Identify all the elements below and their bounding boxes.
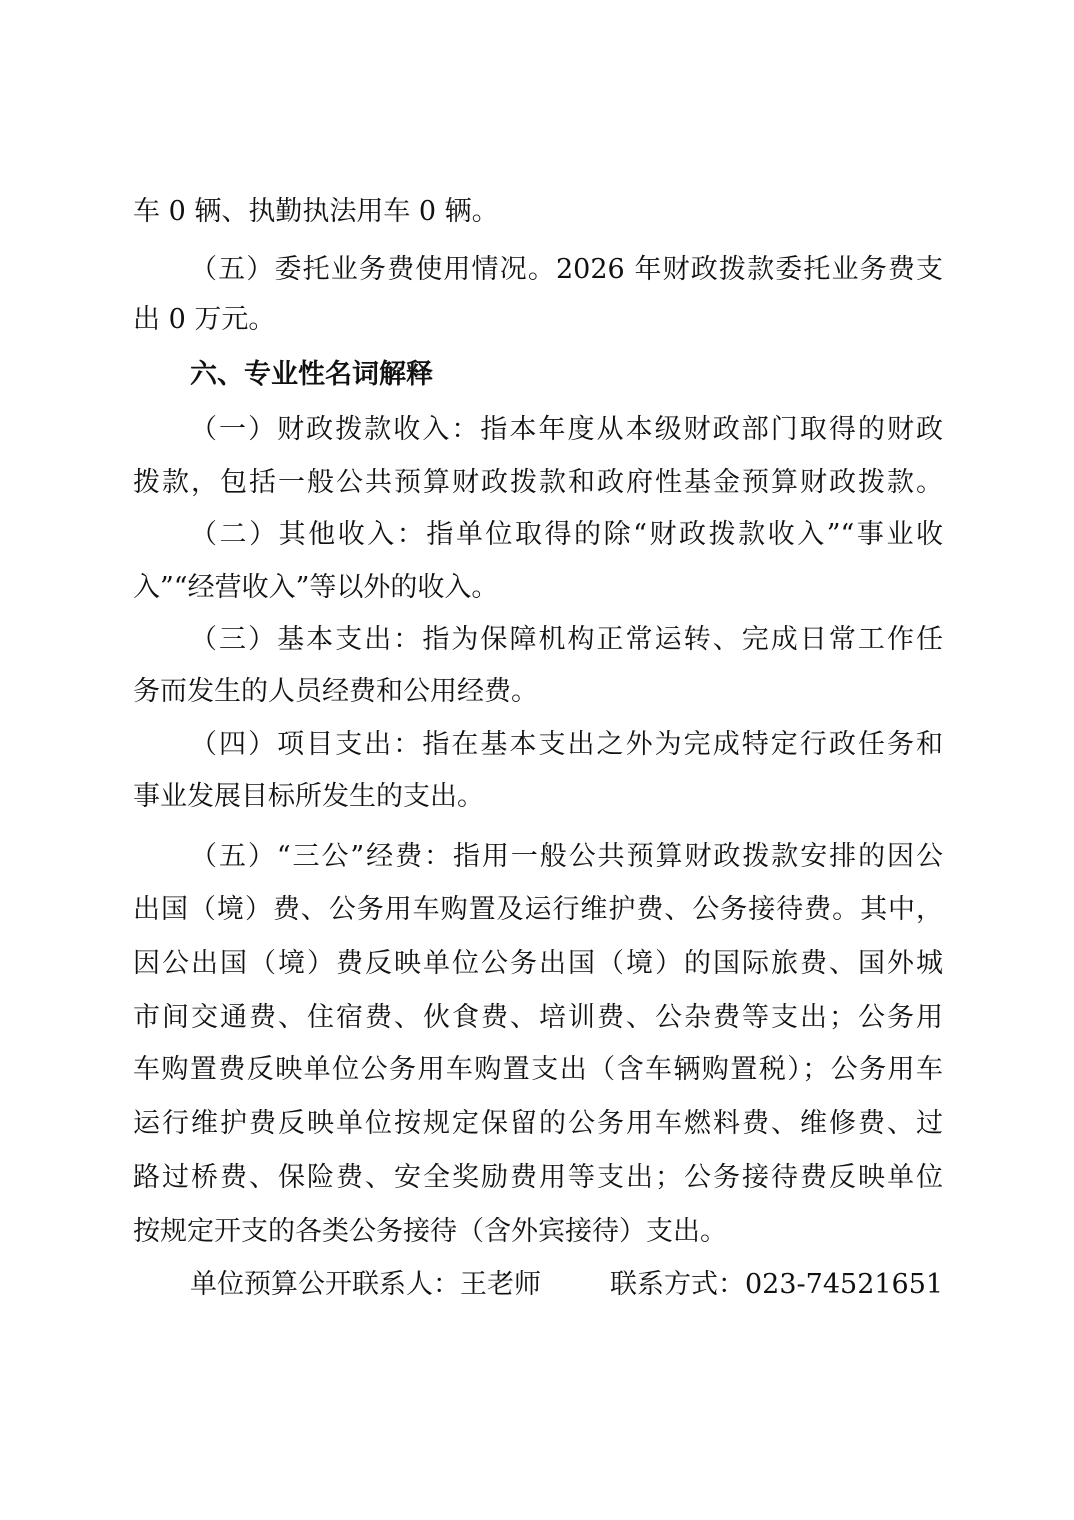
text-line: 车购置费反映单位公务用车购置支出（含车辆购置税）；公务用车	[133, 1054, 943, 1085]
text-line: 出 0 万元。	[133, 304, 276, 335]
section-heading: 六、专业性名词解释	[190, 359, 433, 390]
text-line: 路过桥费、保险费、安全奖励费用等支出；公务接待费反映单位	[133, 1162, 943, 1193]
text-line: 务而发生的人员经费和公用经费。	[133, 676, 538, 707]
text-line: 市间交通费、住宿费、伙食费、培训费、公杂费等支出；公务用	[133, 1002, 943, 1033]
text-line: 出国（境）费、公务用车购置及运行维护费、公务接待费。其中，	[133, 894, 943, 925]
text-line: 拨款，包括一般公共预算财政拨款和政府性基金预算财政拨款。	[133, 467, 943, 498]
contact-phone: 联系方式：023-74521651	[610, 1269, 944, 1300]
text-line: 入”“经营收入”等以外的收入。	[133, 572, 499, 603]
contact-person: 单位预算公开联系人：王老师	[190, 1269, 541, 1300]
text-line: （五）“三公”经费：指用一般公共预算财政拨款安排的因公	[190, 841, 943, 872]
text-line: （三）基本支出：指为保障机构正常运转、完成日常工作任	[190, 624, 943, 655]
text-line: （五）委托业务费使用情况。2026 年财政拨款委托业务费支	[190, 254, 943, 285]
text-line: 因公出国（境）费反映单位公务出国（境）的国际旅费、国外城	[133, 948, 943, 979]
text-line: （一）财政拨款收入：指本年度从本级财政部门取得的财政	[190, 414, 943, 445]
text-line: 事业发展目标所发生的支出。	[133, 781, 484, 812]
text-line: 车 0 辆、执勤执法用车 0 辆。	[133, 196, 499, 227]
text-line: （四）项目支出：指在基本支出之外为完成特定行政任务和	[190, 729, 943, 760]
text-line: 按规定开支的各类公务接待（含外宾接待）支出。	[133, 1216, 727, 1247]
text-line: （二）其他收入：指单位取得的除“财政拨款收入”“事业收	[190, 519, 943, 550]
text-line: 运行维护费反映单位按规定保留的公务用车燃料费、维修费、过	[133, 1108, 943, 1139]
